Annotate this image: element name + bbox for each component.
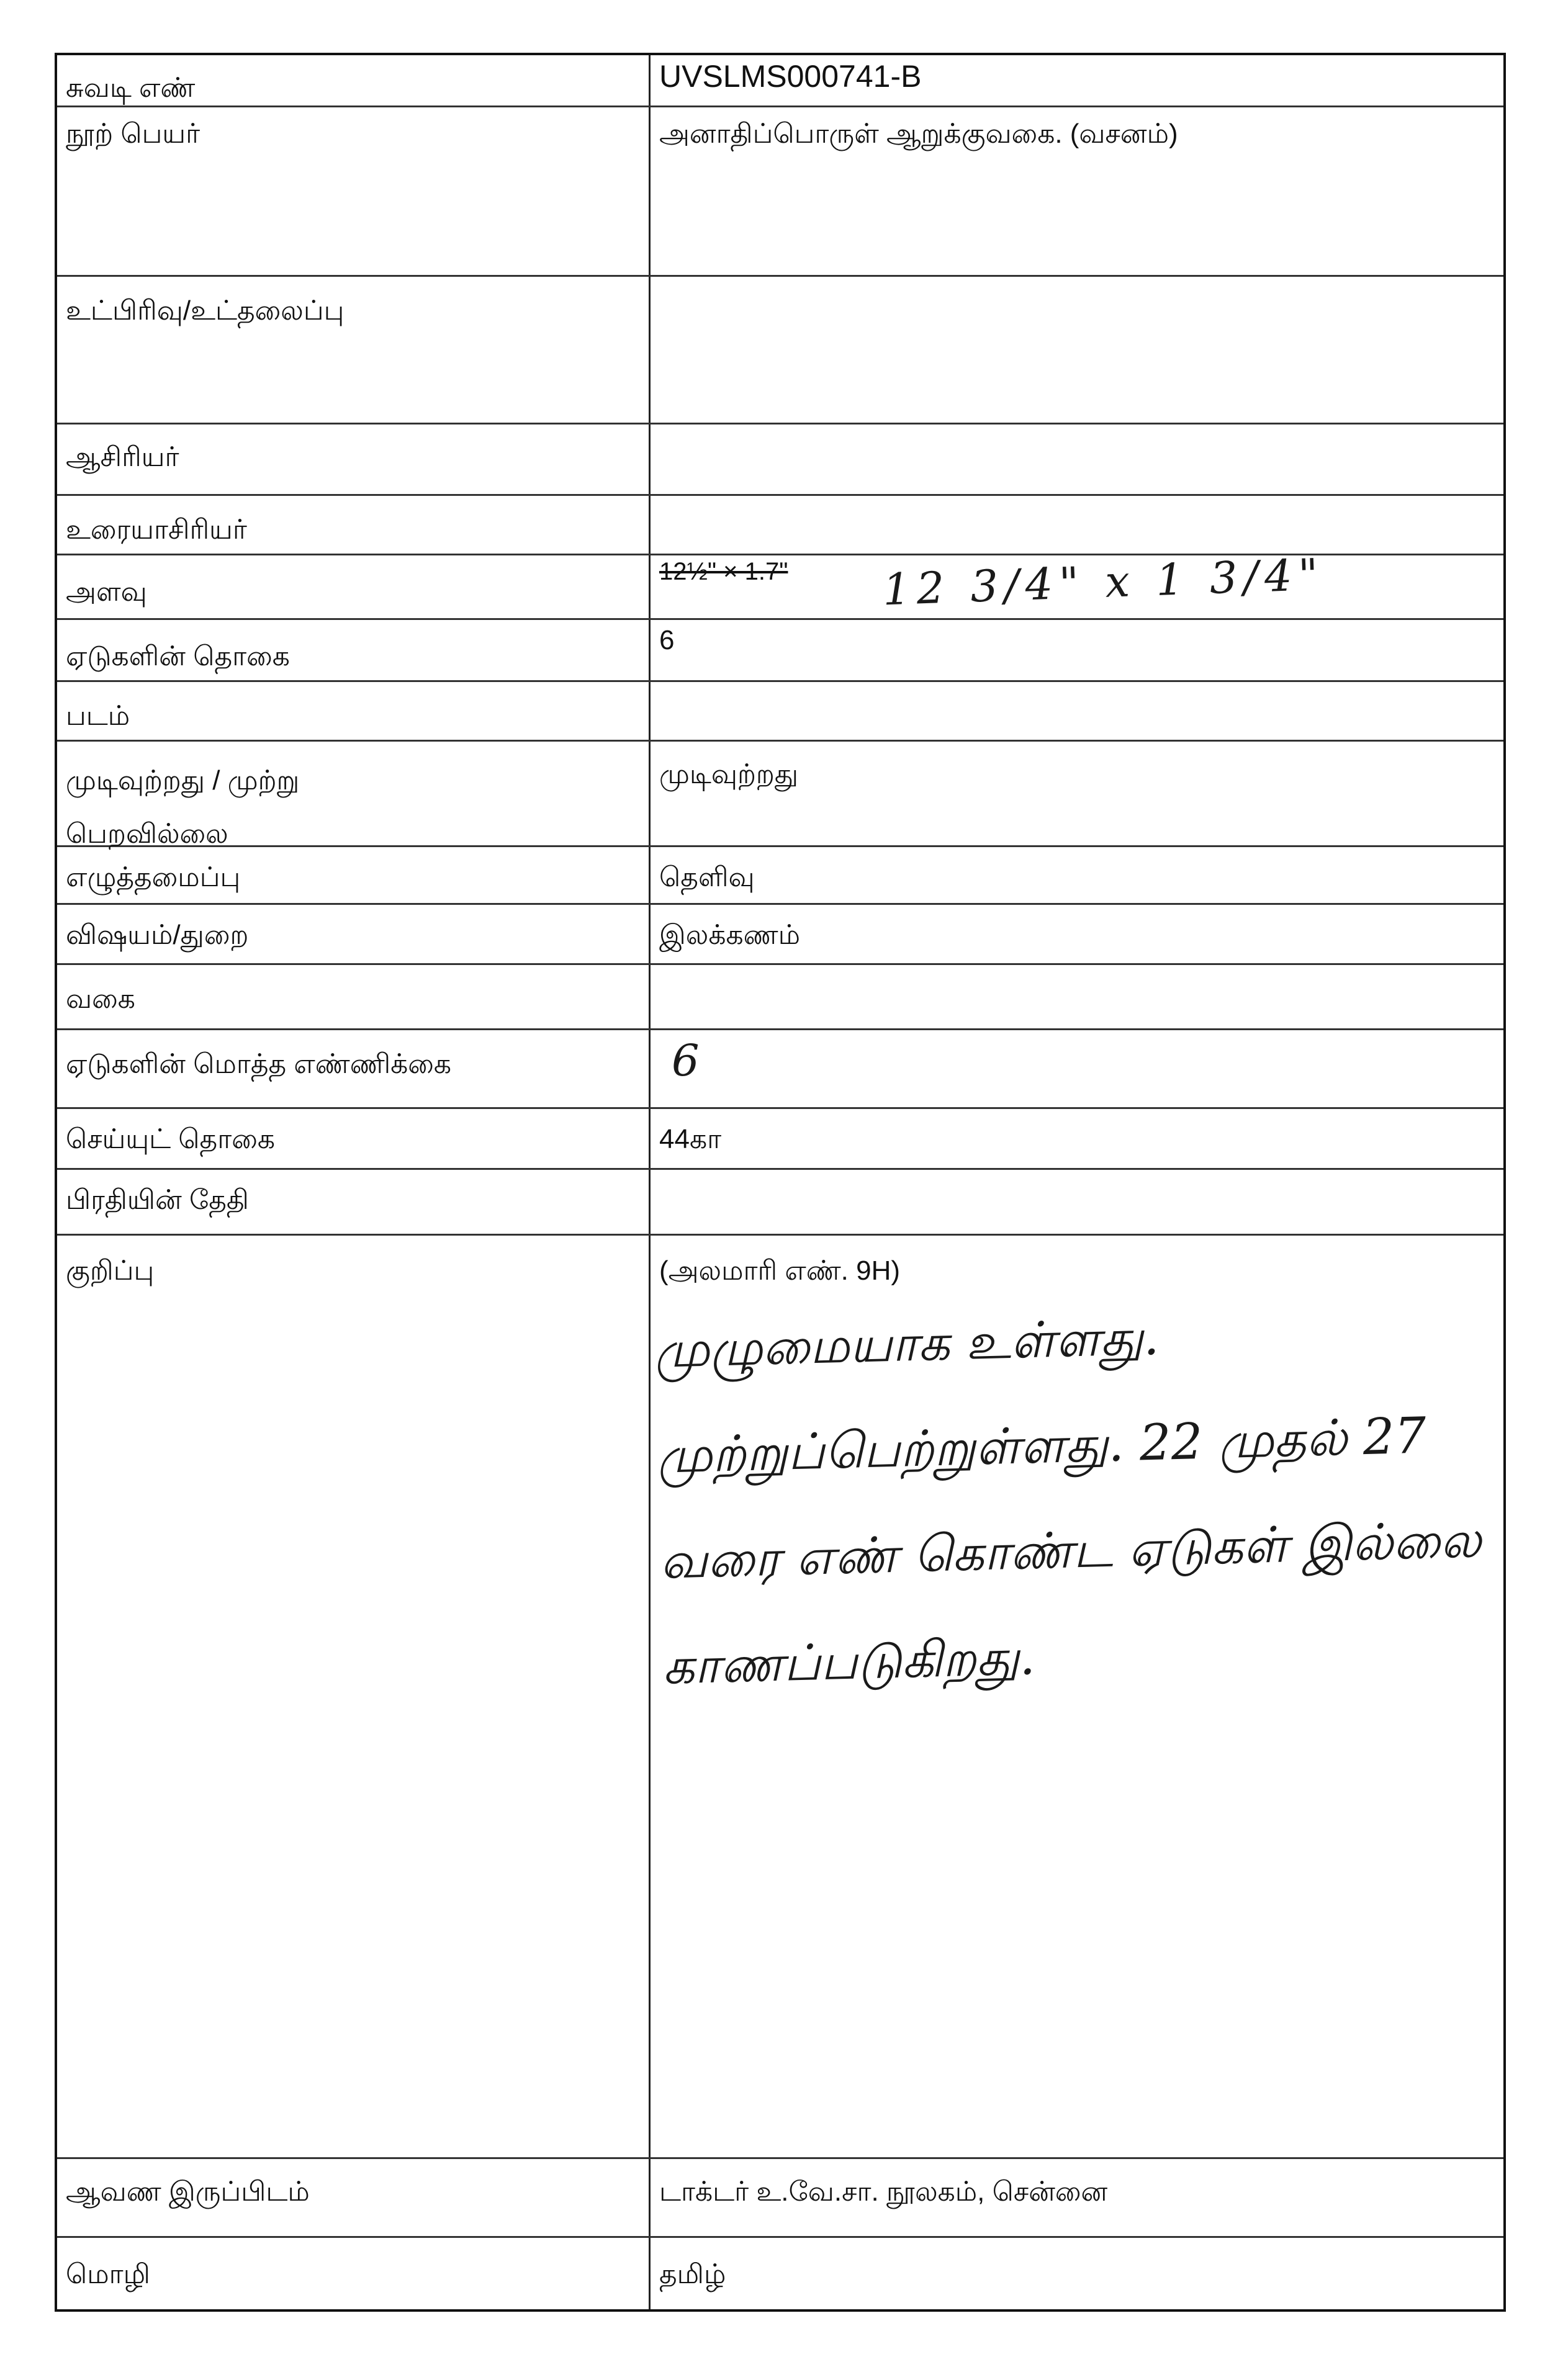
row-language bbox=[57, 2238, 1503, 2312]
label-notes: குறிப்பு bbox=[66, 1255, 155, 1286]
row-subject bbox=[57, 905, 1503, 965]
row-size bbox=[57, 549, 1503, 620]
handwritten-total-leaves: 6 bbox=[672, 1035, 700, 1086]
row-leaf-count bbox=[57, 620, 1503, 682]
value-title: அனாதிப்பொருள் ஆறுக்குவகை. (வசனம்) bbox=[659, 119, 1178, 149]
value-size-struck: 12½" × 1.7" bbox=[659, 558, 788, 585]
value-leaf-count: 6 bbox=[659, 625, 675, 655]
row-verse-count bbox=[57, 1109, 1503, 1170]
handwritten-size: 12 3/4" x 1 3/4" bbox=[881, 549, 1326, 616]
row-notes bbox=[57, 1236, 1503, 2159]
row-title bbox=[57, 107, 1503, 277]
label-language: மொழி bbox=[66, 2259, 150, 2289]
row-completion bbox=[57, 742, 1503, 847]
row-commentator bbox=[57, 496, 1503, 555]
label-manuscript-number: சுவடி எண் bbox=[66, 73, 196, 103]
value-language: தமிழ் bbox=[659, 2259, 726, 2289]
row-type bbox=[57, 965, 1503, 1030]
value-manuscript-number: UVSLMS000741-B bbox=[659, 59, 922, 94]
value-repository: டாக்டர் உ.வே.சா. நூலகம், சென்னை bbox=[659, 2176, 1108, 2207]
value-completion: முடிவுற்றது bbox=[659, 759, 799, 789]
value-notes: (அலமாரி எண். 9H) bbox=[659, 1255, 901, 1286]
label-title: நூற் பெயர் bbox=[66, 119, 200, 149]
row-manuscript-number bbox=[57, 55, 1503, 107]
value-script-quality: தெளிவு bbox=[659, 862, 755, 892]
handwritten-notes: முழுமையாக உள்ளது. முற்றுப்பெற்றுள்ளது. 22 முதல் 27 வரை எண் கொண்ட ஏடுகள் இல்லை காணப்படுகிறது. bbox=[653, 1308, 1482, 1695]
label-size: அளவு bbox=[66, 577, 147, 607]
label-copy-date: பிரதியின் தேதி bbox=[66, 1185, 249, 1215]
row-copy-date bbox=[57, 1170, 1503, 1236]
label-subject: விஷயம்/துறை bbox=[66, 920, 249, 950]
label-script-quality: எழுத்தமைப்பு bbox=[66, 862, 241, 892]
row-repository bbox=[57, 2159, 1503, 2238]
value-verse-count: 44கா bbox=[659, 1124, 722, 1154]
row-author bbox=[57, 424, 1503, 496]
catalog-sheet bbox=[55, 53, 1506, 2312]
label-type: வகை bbox=[66, 984, 135, 1014]
row-subtitle bbox=[57, 277, 1503, 424]
label-author: ஆசிரியர் bbox=[66, 442, 179, 472]
value-subject: இலக்கணம் bbox=[659, 920, 801, 950]
row-total-leaves bbox=[57, 1030, 1503, 1109]
label-subtitle: உட்பிரிவு/உட்தலைப்பு bbox=[66, 295, 345, 326]
label-verse-count: செய்யுட் தொகை bbox=[66, 1124, 275, 1154]
label-commentator: உரையாசிரியர் bbox=[66, 514, 247, 545]
row-script-quality bbox=[57, 847, 1503, 905]
row-picture bbox=[57, 682, 1503, 742]
label-leaf-count: ஏடுகளின் தொகை bbox=[66, 641, 290, 671]
label-total-leaves: ஏடுகளின் மொத்த எண்ணிக்கை bbox=[66, 1049, 452, 1079]
label-completion: முடிவுற்றது / முற்று பெறவில்லை bbox=[66, 765, 300, 849]
label-picture: படம் bbox=[66, 701, 130, 731]
label-repository: ஆவண இருப்பிடம் bbox=[66, 2176, 310, 2207]
